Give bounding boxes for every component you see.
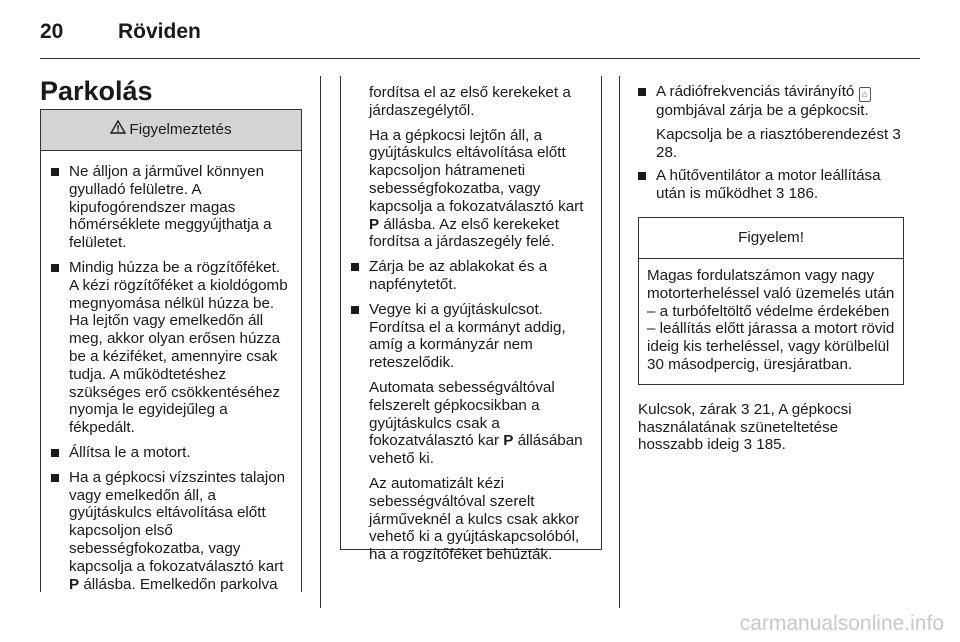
cross-reference[interactable]: 3 185. [743, 436, 786, 454]
notice-box [638, 217, 904, 385]
cross-reference[interactable]: 3 21 [741, 400, 771, 418]
list-item: A rádiófrekvenciás távirányító ⌂ gombjával zárja be a gépkocsit. [638, 83, 904, 120]
list-item: Zárja be az ablakokat és a napfénytetőt. [351, 258, 591, 294]
paragraph: Az automatizált kézi sebességváltóval szerelt járműveknél a kulcs csak akkor vehető ki a gyújtáskapcsolóból, ha a rögzítőféket behúzták. [369, 474, 580, 564]
continuation-text: fordítsa el az első kerekeket a járdaszegélytől. [369, 84, 571, 119]
list-item: Ne álljon a járművel könnyen gyulladó felületre. A kipufogórendszer magas hőmérséklete meggyújthatja a felületet. [51, 163, 291, 252]
notice-box-body: Magas fordulatszámon vagy nagy motorterheléssel való üzemelés után – a turbófeltöltő védelme érdekében – leállítás előtt járassa a motort rövid ideig kis terheléssel, vagy körülbelül 30 másodpercig, üresjáratban. [647, 266, 895, 373]
watermark: carmanualsonline.info [739, 612, 944, 635]
column-divider-right [619, 76, 620, 608]
rich-text: Ha a gépkocsi lejtőn áll, a gyújtáskulcs eltávolítása előtt kapcsoljon hátrameneti sebességfokozatba, vagy kapcsolja a fokozatválasztó kart P állásba. Az első kerekeket fordítsa a járdaszegély felé. [369, 126, 584, 251]
warning-box [40, 109, 302, 592]
list-item: Mindig húzza be a rögzítőféket. A kézi rögzítőféket a kioldógomb megnyomása nélkül húzza be. Ha lejtőn vagy emelkedőn áll meg, akkor olyan erősen húzza be a kéziféket, amennyire csak tudja. A működtetéshez szükséges erő csökkentéséhez nyomja le egyidejűleg a fékpedált. [51, 259, 291, 437]
chapter-title: Röviden [118, 20, 201, 43]
list-item: A hűtőventilátor a motor leállítása után is működhet 3 186. [638, 167, 904, 203]
warning-box-header [41, 110, 301, 151]
warning-box-title: Figyelmeztetés [129, 121, 232, 138]
page-number: 20 [40, 20, 64, 43]
rich-text: Ha a gépkocsi vízszintes talajon vagy emelkedőn áll, a gyújtáskulcs eltávolítása előtt kapcsoljon első sebességfokozatba, vagy kapcsolja a fokozatválasztó kart P állásba. Emelkedőn parkolva [69, 468, 286, 593]
list-item [51, 469, 291, 594]
warning-triangle-icon [110, 110, 126, 150]
footer-paragraph: Kulcsok, zárak 3 21, A gépkocsi használatának szüneteltetése hosszabb ideig 3 185. [638, 400, 852, 454]
cross-reference[interactable]: 3 186. [775, 185, 819, 203]
column-divider-left [320, 76, 321, 608]
rich-text: Automata sebességváltóval felszerelt gépkocsikban a gyújtáskulcs csak a fokozatválasztó kar P állásában vehető ki. [369, 378, 583, 468]
cross-reference[interactable]: 3 28. [656, 125, 901, 161]
list-item: Állítsa le a motort. [51, 444, 291, 462]
paragraph: Kapcsolja be a riasztóberendezést 3 28. [656, 125, 901, 161]
header-rule [40, 58, 920, 59]
notice-box-title: Figyelem! [639, 218, 903, 259]
warning-box-continued [340, 76, 602, 564]
section-title: Parkolás [40, 76, 153, 106]
list-item: Vegye ki a gyújtáskulcsot. Fordítsa el a kormányt addig, amíg a kormányzár nem reteszelődik. [351, 301, 591, 372]
lock-key-icon: ⌂ [859, 87, 871, 102]
